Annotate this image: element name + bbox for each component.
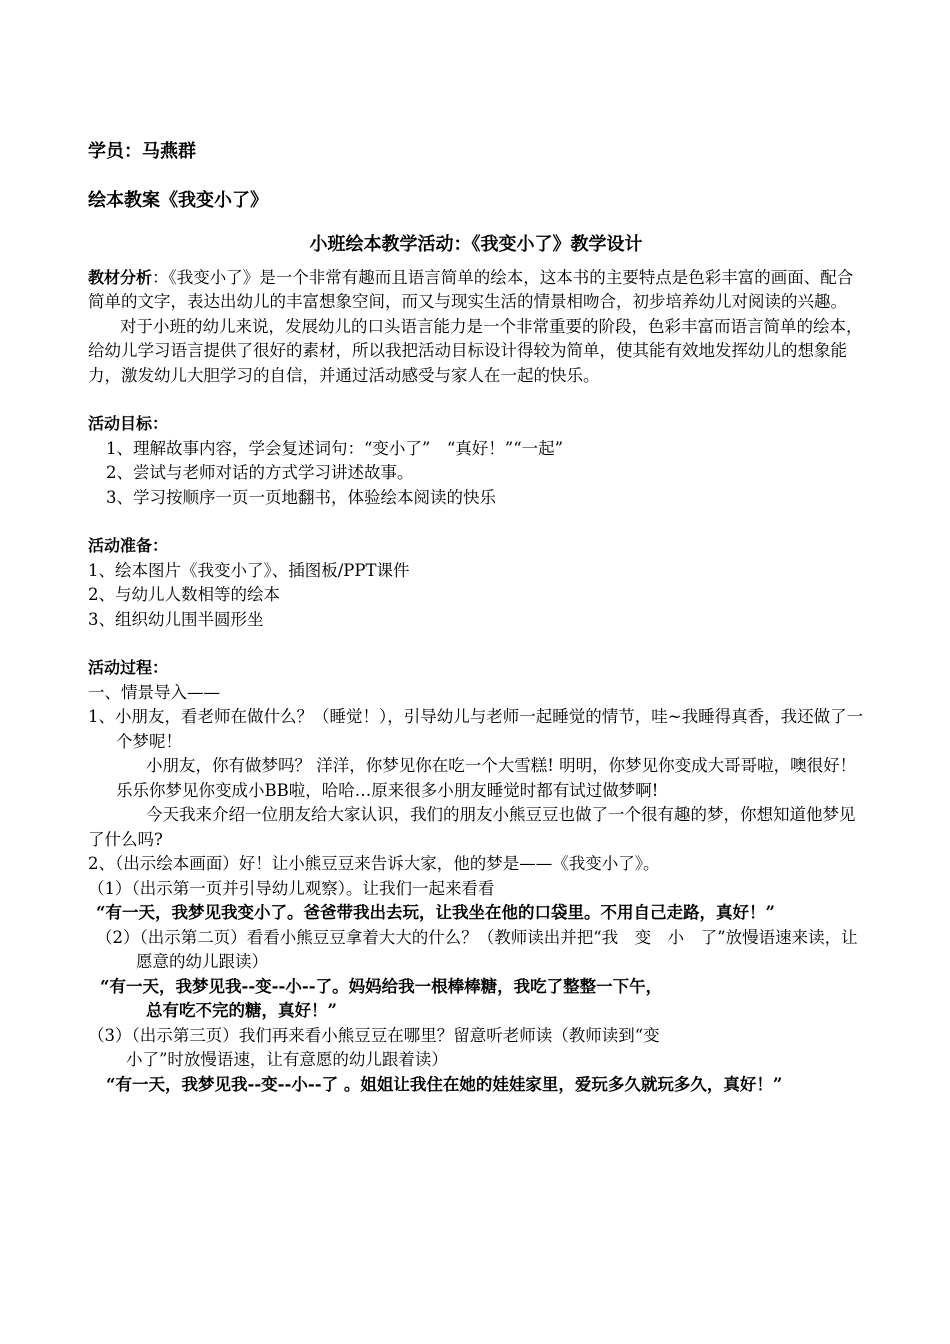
process-label: 活动过程 bbox=[88, 658, 153, 677]
prep-label: 活动准备 bbox=[88, 536, 153, 555]
prep-item: 2、与幼儿人数相等的绘本 bbox=[88, 585, 280, 604]
step-3-line-2: 小了”时放慢语速，让有意愿的幼儿跟着读） bbox=[126, 1050, 448, 1069]
student-name: 学员：马燕群 bbox=[88, 141, 196, 162]
process-section-heading: 一、情景导入—— bbox=[88, 682, 220, 702]
goal-item: 1、理解故事内容，学会复述词句：“变小了” “真好！”“一起” bbox=[106, 438, 564, 458]
process-paragraph: 2、（出示绘本画面）好！让小熊豆豆来告诉大家，他的梦是——《我变小了》。 bbox=[88, 854, 660, 873]
goals-label: 活动目标 bbox=[88, 414, 153, 433]
analysis-text: ：《我变小了》是一个非常有趣而且语言简单的绘本，这本书的主要特点是色彩丰富的画面、配合简单的文字，表达出幼儿的丰富想象空间，而又与现实生活的情景相吻合，初步培养幼儿对阅读的兴趣。 bbox=[88, 267, 854, 311]
prep-item: 1、绘本图片《我变小了》、插图板/PPT课件 bbox=[88, 560, 410, 580]
analysis-paragraph bbox=[88, 266, 864, 315]
quote-1: “有一天，我梦见我变小了。爸爸带我出去玩，让我坐在他的口袋里。不用自己走路，真好！” bbox=[96, 903, 775, 922]
process-paragraph: 今天我来介绍一位朋友给大家认识，我们的朋友小熊豆豆也做了一个很有趣的梦，你想知道他梦见了什么吗? bbox=[88, 805, 856, 849]
step-1: （1）（出示第一页并引导幼儿观察）。让我们一起来看看 bbox=[88, 878, 495, 898]
quote-2-line-1: “有一天，我梦见我--变--小--了。妈妈给我一根棒棒糖，我吃了整整一下午， bbox=[100, 976, 663, 996]
process-paragraph: 1、小朋友，看老师在做什么？（睡觉！），引导幼儿与老师一起睡觉的情节，哇~我睡得真香，我还做了一个梦呢！ bbox=[88, 707, 864, 751]
book-plan-title: 绘本教案《我变小了》 bbox=[88, 189, 268, 211]
document-page: 学员：马燕群 绘本教案《我变小了》 小班绘本教学活动：《我变小了》教学设计 教材分析：《我变小了》是一个非常有趣而且语言简单的绘本，这本书的主要特点是色彩丰富的画面、配合简单的文字，表达出幼儿的丰富想象空间，而又与现实生活的情景相吻合，初步培养幼儿对阅读的兴趣。 对于小班的幼儿来说，发展幼儿的口头语言能力是一个非常重要的阶段，色彩丰富而语言简单的绘本，给幼儿学习语言提供了很好的素材，所以我把活动目标设计得较为简单，使其能有效地发挥幼儿的想象能力，激发幼儿大胆学习的自信，并通过活动感受与家人在一起的快乐。 活动目标： 1、理解故事内容，学会复述词句：“变小了” “真好！”“一起” 2、尝试与老师对话的方式学习讲述故事。 3、学习按顺序一页一页地翻书，体验绘本阅读的快乐 活动准备： 1、绘本图片《我变小了》、插图板/PPT课件 2、与幼儿人数相等的绘本 3、组织幼儿围半圆形坐 活动过程： 一、情景导入—— 1、小朋友，看老师在做什么？（睡觉！），引导幼儿与老师一起睡觉的情节，哇~我睡得真香，我还做了一个梦呢！ 小朋友，你有做梦吗？ 洋洋，你梦见你在吃一个大雪糕! 明明，你梦见你变成大哥哥啦，噢很好！乐乐你梦见你变成小BB啦，哈哈…原来很多小朋友睡觉时都有试过做梦啊! 今天我来介绍一位朋友给大家认识，我们的朋友小熊豆豆也做了一个很有趣的梦，你想知道他梦见了什么吗? 2、（出示绘本画面）好！让小熊豆豆来告诉大家，他的梦是——《我变小了》。 （1）（出示第一页并引导幼儿观察）。让我们一起来看看 “有一天，我梦见我变小了。爸爸带我出去玩，让我坐在他的口袋里。不用自己走路，真好！” （2）（出示第二页）看看小熊豆豆拿着大大的什么？（教师读出并把“我 变 小 了”放慢语速来读，让愿意的幼儿跟读） “有一天，我梦见我--变--小--了。妈妈给我一根棒棒糖，我吃了整整一下午， 总有吃不完的糖，真好！” （3）（出示第三页）我们再来看小熊豆豆在哪里？留意听老师读（教师读到“变 小了”时放慢语速，让有意愿的幼儿跟着读） “有一天，我梦见我--变--小--了 。姐姐让我住在她的娃娃家里，爱玩多久就玩多久，真好！” bbox=[88, 128, 864, 1097]
page-title: 小班绘本教学活动：《我变小了》教学设计 bbox=[309, 234, 643, 255]
quote-3: “有一天，我梦见我--变--小--了 。姐姐让我住在她的娃娃家里，爱玩多久就玩多久，真好！” bbox=[106, 1074, 783, 1094]
quote-2-line-2: 总有吃不完的糖，真好！” bbox=[146, 1001, 337, 1020]
goal-item: 3、学习按顺序一页一页地翻书，体验绘本阅读的快乐 bbox=[106, 487, 496, 507]
process-paragraph: 小朋友，你有做梦吗？ 洋洋，你梦见你在吃一个大雪糕! 明明，你梦见你变成大哥哥啦，噢很好！乐乐你梦见你变成小BB啦，哈哈…原来很多小朋友睡觉时都有试过做梦啊! bbox=[116, 756, 857, 800]
step-3-line-1: （3）（出示第三页）我们再来看小熊豆豆在哪里？留意听老师读（教师读到“变 bbox=[88, 1025, 660, 1045]
goal-item: 2、尝试与老师对话的方式学习讲述故事。 bbox=[106, 463, 414, 482]
analysis-label: 教材分析 bbox=[88, 267, 153, 287]
analysis-paragraph-2: 对于小班的幼儿来说，发展幼儿的口头语言能力是一个非常重要的阶段，色彩丰富而语言简单的绘本，给幼儿学习语言提供了很好的素材，所以我把活动目标设计得较为简单，使其能有效地发挥幼儿的想象能力，激发幼儿大胆学习的自信，并通过活动感受与家人在一起的快乐。 bbox=[88, 316, 863, 385]
step-2: （2）（出示第二页）看看小熊豆豆拿着大大的什么？（教师读出并把“我 变 小 了”放慢语速来读，让愿意的幼儿跟读） bbox=[96, 927, 858, 971]
prep-item: 3、组织幼儿围半圆形坐 bbox=[88, 609, 264, 629]
